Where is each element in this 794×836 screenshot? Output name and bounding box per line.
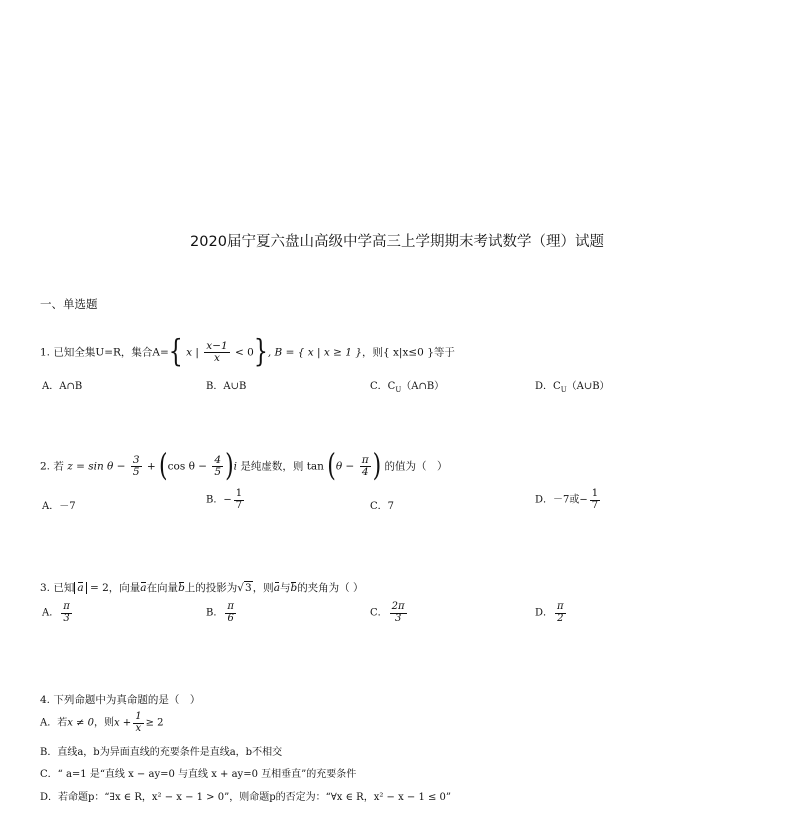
q2-option-a: A．－7: [42, 501, 76, 512]
q2-option-d: D．－7或− $\frac{1}{7}$: [535, 488, 599, 511]
q1-option-b: B．A∪B: [206, 381, 247, 392]
page-title: 2020届宁夏六盘山高级中学高三上学期期末考试数学（理）试题: [190, 234, 604, 250]
q1-suffix: ，则{ x|x≤0 }等于: [361, 346, 455, 359]
q3-option-a: A． $\frac{\pi}{3}$: [42, 601, 70, 624]
question-3: 3. 已知 a = 2，向量a在向量b上的投影为√3，则a与b的夹角为（ ）: [40, 582, 364, 594]
q3-option-c: C． $\frac{2\pi}{3}$: [370, 601, 405, 624]
question-2: 2. 若 z = sin θ − $\frac{3}{5}$ + (cos θ − $\frac{4}{5}$ )i 是纯虚数，则 tan (θ − $\frac{\pi}{4}$ ) 的值为（ ）: [40, 448, 448, 484]
q3-option-b: B． $\frac{\pi}{6}$: [206, 601, 234, 624]
q1-prefix: 1. 已知全集U=R，集合A=: [40, 346, 169, 359]
q1-option-a: A．A∩B: [42, 381, 83, 392]
q2-option-b: B．− $\frac{1}{7}$: [206, 488, 243, 511]
q2-fraction-3: $\frac{\pi}{4}$: [361, 454, 369, 479]
question-1: 1. 已知全集U=R，集合A={ x | $\frac{x-1}{x}$ < 0}, B = { x | x ≥ 1 }，则{ x|x≤0 }等于: [40, 334, 455, 370]
q4-option-a: A．若x ≠ 0，则x + $\frac{1}{x}$ ≥ 2: [40, 711, 164, 734]
q2-fraction-1: $\frac{3}{5}$: [132, 454, 140, 479]
q4-option-d: D．若命题p：“∃x ∈ R，x² − x − 1 > 0”，则命题p的否定为：“∀x ∈ R，x² − x − 1 ≤ 0”: [40, 792, 452, 803]
q2-option-c: C．7: [370, 501, 395, 512]
q1-set-b: , B = { x | x ≥ 1 }: [267, 346, 362, 359]
q1-option-c: C．$C_U(A\cap B)$: [370, 381, 445, 394]
q1-set-a-pre: x |: [186, 346, 199, 359]
q1-option-d: D．$C_U(A\cup B)$: [535, 381, 610, 394]
q2-fraction-2: $\frac{4}{5}$: [214, 454, 222, 479]
question-4-stem: 4. 下列命题中为真命题的是（ ）: [40, 694, 201, 706]
q1-fraction: $\frac{x-1}{x}$: [206, 340, 228, 365]
q1-set-a-post: < 0: [235, 346, 254, 359]
q4-option-c: C．“ a=1 是“直线 x − ay=0 与直线 x + ay=0 互相垂直”的充要条件: [40, 769, 357, 780]
section-heading: 一、单选题: [40, 297, 98, 311]
q4-option-b: B．直线a，b为异面直线的充要条件是直线a，b不相交: [40, 747, 283, 758]
q3-option-d: D． $\frac{\pi}{2}$: [535, 601, 564, 624]
